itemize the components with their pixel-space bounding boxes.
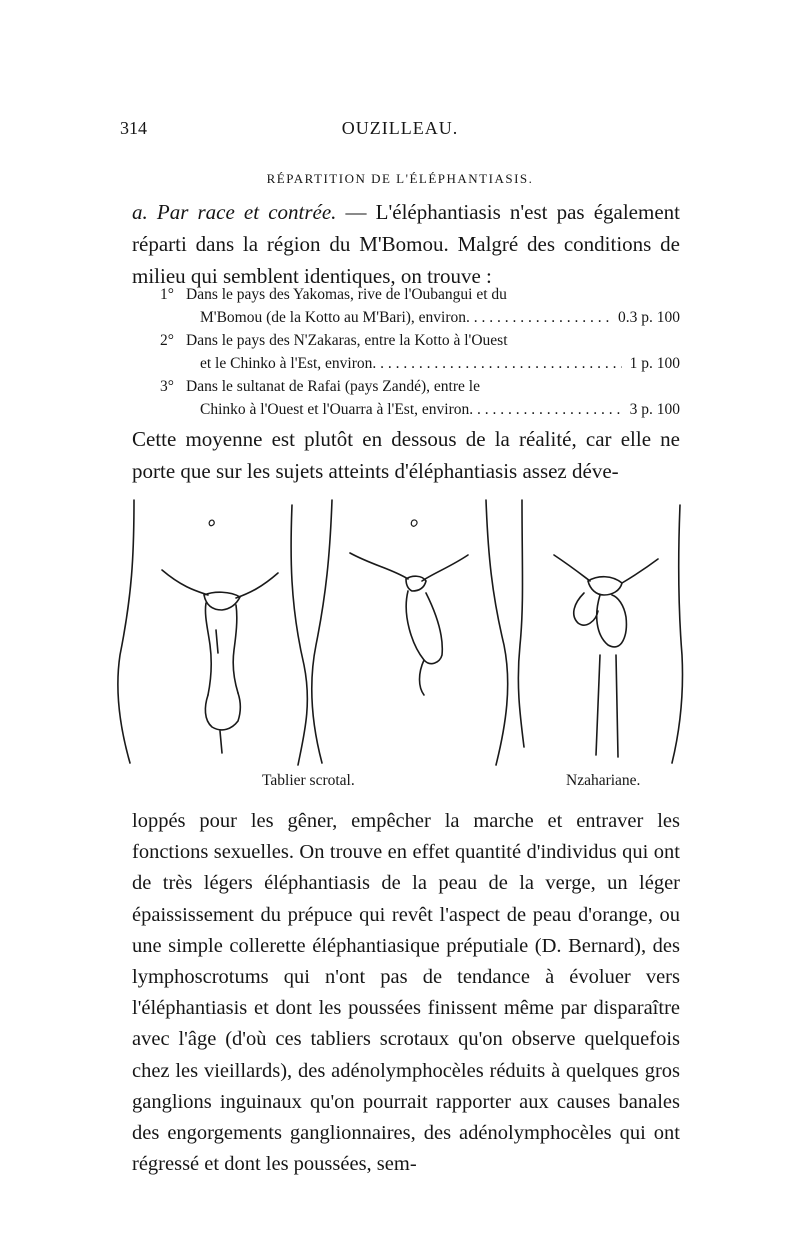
list-item-line2: et le Chinko à l'Est, environ xyxy=(200,355,373,372)
section-title: RÉPARTITION DE L'ÉLÉPHANTIASIS. xyxy=(266,171,534,186)
intro-text: — L'éléphantiasis n'est pas également réparti dans la région du M'Bomou. Malgré des conditions de milieu qui semblent identiques, on trouve : xyxy=(132,200,680,288)
leader-dots xyxy=(372,352,621,375)
running-title: OUZILLEAU. xyxy=(341,118,459,138)
figure-middle-drawing xyxy=(312,500,508,765)
page-number: 314 xyxy=(120,118,147,138)
figure-caption-right: Nzahariane. xyxy=(566,772,641,789)
list-item-value: 1 p. 100 xyxy=(629,355,680,372)
list-item-line1: Dans le pays des N'Zakaras, entre la Kotto à l'Ouest xyxy=(186,332,508,349)
intro-lead: a. Par race et contrée. xyxy=(132,200,337,224)
list-item-value: 0.3 p. 100 xyxy=(618,309,680,326)
list-item xyxy=(160,375,680,421)
list-item xyxy=(160,283,680,329)
intro-paragraph xyxy=(132,196,680,292)
list-item-line2: M'Bomou (de la Kotto au M'Bari), environ xyxy=(200,309,467,326)
paragraph-after-figure: loppés pour les gêner, empêcher la marche et entraver les fonctions sexuelles. On trouve en effet quantité d'individus qui ont de très légers éléphantiasis de la peau de la verge, un léger épaississement du prépuce qui revêt l'aspect de peau d'orange, ou une simple collerette éléphantiasique préputiale (D. Bernard), des lymphoscrotums qui n'ont pas de tendance à évoluer vers l'éléphantiasis et dont les poussées finissent même par disparaître avec l'âge (d'où ces tabliers scrotaux qu'on observe quelquefois chez les vieillards), des adénolymphocèles réduits à quelques gros ganglions inguinaux qu'on pourrait rapporter aux causes banales des engorgements ganglionnaires, des adénolymphocèles qui ont régressé et dont les poussées, sem- xyxy=(132,810,680,1176)
paragraph-before-figure: Cette moyenne est plutôt en dessous de la réalité, car elle ne porte que sur les sujets atteints d'éléphantiasis assez déve- xyxy=(132,427,680,483)
figure-left-drawing xyxy=(118,500,307,765)
list-item-line1: Dans le pays des Yakomas, rive de l'Oubangui et du xyxy=(186,286,507,303)
list-item-line1: Dans le sultanat de Rafai (pays Zandé), entre le xyxy=(186,378,480,395)
leader-dots xyxy=(466,306,610,329)
leader-dots xyxy=(469,398,621,421)
list-item-number: 2° xyxy=(160,332,174,349)
list-item-number: 1° xyxy=(160,286,174,303)
list-item xyxy=(160,329,680,375)
distribution-list xyxy=(160,283,680,421)
anatomical-illustration xyxy=(112,495,690,780)
list-item-number: 3° xyxy=(160,378,174,395)
figure-caption-left: Tablier scrotal. xyxy=(262,772,355,789)
list-item-line2: Chinko à l'Ouest et l'Ouarra à l'Est, environ xyxy=(200,401,470,418)
figure-right-drawing xyxy=(518,500,682,763)
list-item-value: 3 p. 100 xyxy=(629,401,680,418)
